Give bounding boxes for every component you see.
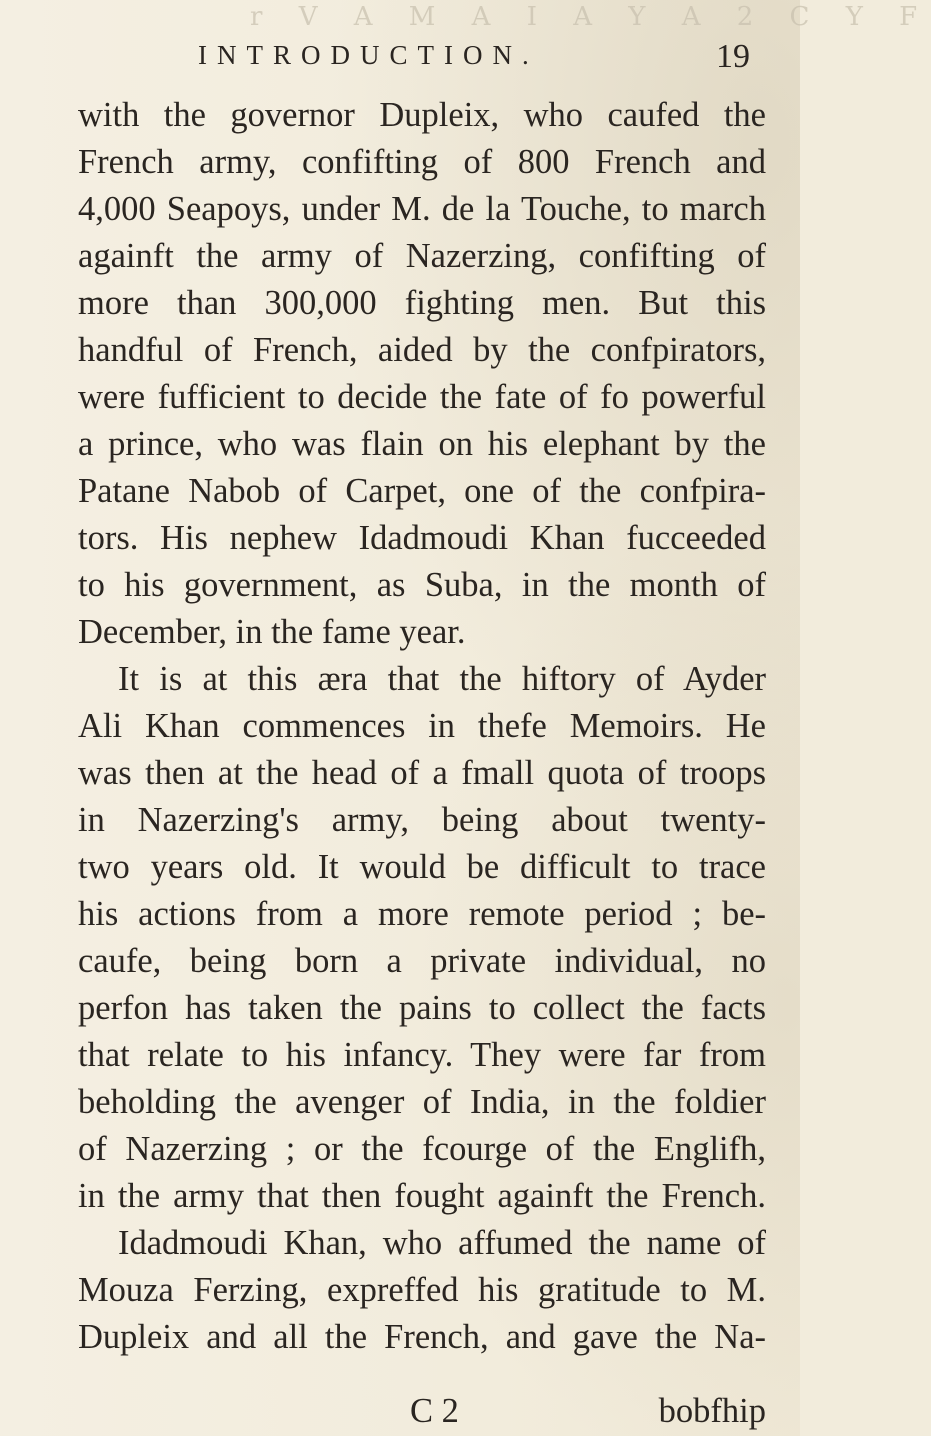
bleed-through-text: r V A M A I A Y A 2 C Y F [250,2,931,32]
text-line: of Nazerzing ; or the fcourge of the Englifh, [78,1130,766,1168]
text-line: were fufficient to decide the fate of fo powerful [78,378,766,416]
text-line: caufe, being born a private individual, no [78,942,766,980]
signature-mark: C 2 [410,1392,459,1430]
catchword: bobfhip [658,1392,766,1430]
text-line: to his government, as Suba, in the month of [78,566,766,604]
text-line-indent: It is at this æra that the hiftory of Ayder [118,660,766,698]
text-line: his actions from a more remote period ; be- [78,895,766,933]
text-line: againft the army of Nazerzing, confifting of [78,237,766,275]
text-line: tors. His nephew Idadmoudi Khan fucceeded [78,519,766,557]
page-number: 19 [716,38,750,75]
text-line: was then at the head of a fmall quota of troops [78,754,766,792]
text-line: Mouza Ferzing, expreffed his gratitude to M. [78,1271,766,1309]
text-line: that relate to his infancy. They were far from [78,1036,766,1074]
text-line: with the governor Dupleix, who caufed the [78,96,766,134]
text-line: more than 300,000 fighting men. But this [78,284,766,322]
running-head: INTRODUCTION. [198,40,539,70]
text-line: French army, confifting of 800 French and [78,143,766,181]
text-line-indent: Idadmoudi Khan, who affumed the name of [118,1224,766,1262]
text-line: in the army that then fought againft the French. [78,1177,766,1215]
text-line: Patane Nabob of Carpet, one of the confpira- [78,472,766,510]
text-line: in Nazerzing's army, being about twenty- [78,801,766,839]
text-line: perfon has taken the pains to collect the facts [78,989,766,1027]
text-line: two years old. It would be difficult to trace [78,848,766,886]
text-line: a prince, who was flain on his elephant by the [78,425,766,463]
text-line: December, in the fame year. [78,613,466,651]
text-line: Ali Khan commences in thefe Memoirs. He [78,707,766,745]
text-line: beholding the avenger of India, in the foldier [78,1083,766,1121]
text-line: 4,000 Seapoys, under M. de la Touche, to march [78,190,766,228]
text-line: handful of French, aided by the confpirators, [78,331,766,369]
text-line: Dupleix and all the French, and gave the Na- [78,1318,766,1356]
